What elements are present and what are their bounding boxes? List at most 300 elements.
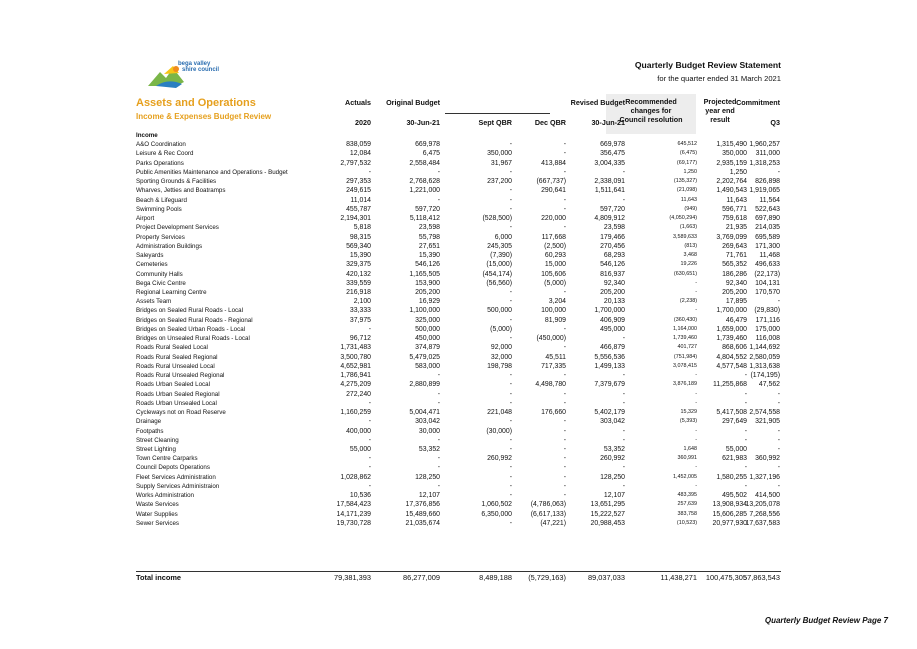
table-row-dec-qbr: - — [563, 492, 566, 500]
table-row-dec-qbr: 4,498,780 — [535, 381, 566, 389]
table-row-recommended-change: - — [695, 399, 697, 406]
table-row-actuals: 339,559 — [346, 279, 371, 287]
table-row-revised-budget: 5,402,179 — [594, 409, 625, 417]
table-row-dec-qbr: 60,293 — [544, 252, 566, 260]
table-row-projected-result: 350,000 — [722, 150, 747, 158]
table-row-label: Roads Rural Sealed Local — [136, 344, 208, 352]
table-row-sept-qbr: - — [509, 381, 512, 389]
table-row-commitment: 697,890 — [755, 215, 780, 223]
table-row-original-budget: 6,475 — [422, 150, 440, 158]
table-row-original-budget: - — [437, 390, 440, 398]
table-row-revised-budget: 20,133 — [603, 298, 625, 306]
table-row-commitment: 47,562 — [758, 381, 780, 389]
table-row-sept-qbr: 245,305 — [487, 242, 512, 250]
table-row-sept-qbr: 6,000 — [494, 233, 512, 241]
table-row-sept-qbr: 260,992 — [487, 455, 512, 463]
table-row-dec-qbr: - — [563, 436, 566, 444]
table-row-recommended-change: - — [695, 288, 697, 295]
table-row-commitment: 496,633 — [755, 261, 780, 269]
table-row-revised-budget: - — [622, 372, 625, 380]
table-row-dec-qbr: (2,500) — [544, 242, 566, 250]
table-row-recommended-change: 3,468 — [683, 252, 697, 259]
table-row — [0, 316, 917, 325]
table-row-original-budget: 669,978 — [415, 141, 440, 149]
table-row-actuals: 12,084 — [349, 150, 371, 158]
table-row-projected-result: 46,479 — [725, 316, 747, 324]
table-row-commitment: 1,919,065 — [749, 187, 780, 195]
total-row-commitment: 57,863,543 — [743, 573, 780, 582]
table-row-projected-result: 13,908,934 — [712, 501, 747, 509]
table-row-actuals: - — [368, 455, 371, 463]
table-row-revised-budget: 816,937 — [600, 270, 625, 278]
col-revised: Revised Budget — [570, 98, 625, 107]
table-row-revised-budget: 495,000 — [600, 325, 625, 333]
table-row-actuals: 455,787 — [346, 205, 371, 213]
table-row-revised-budget: - — [622, 335, 625, 343]
total-row-recommended-change: 11,438,271 — [660, 573, 697, 582]
table-row-projected-result: 621,983 — [722, 455, 747, 463]
table-row-revised-budget: 205,200 — [600, 288, 625, 296]
table-row-label: Parks Operations — [136, 159, 184, 167]
table-row-sept-qbr: - — [509, 464, 512, 472]
table-row-label: A&O Coordination — [136, 141, 186, 149]
table-row-recommended-change: - — [695, 427, 697, 434]
table-row-commitment: - — [777, 436, 780, 444]
report-subtitle: for the quarter ended 31 March 2021 — [657, 74, 781, 83]
table-row-revised-budget: 12,107 — [603, 492, 625, 500]
table-row-actuals: 2,100 — [353, 298, 371, 306]
table-row-revised-budget: 128,250 — [600, 473, 625, 481]
table-row-label: Works Administration — [136, 492, 194, 500]
table-row-projected-result: 1,700,000 — [716, 307, 747, 315]
table-row-projected-result: 1,659,000 — [716, 325, 747, 333]
table-row-dec-qbr: - — [563, 455, 566, 463]
table-row-revised-budget: 597,720 — [600, 205, 625, 213]
table-row-revised-budget: - — [622, 482, 625, 490]
table-row — [0, 482, 917, 491]
table-row-dec-qbr: - — [563, 372, 566, 380]
table-row-projected-result: - — [744, 464, 747, 472]
table-row-projected-result: - — [744, 436, 747, 444]
table-row-commitment: - — [777, 464, 780, 472]
table-row-dec-qbr: 220,000 — [541, 215, 566, 223]
table-row-sept-qbr: - — [509, 418, 512, 426]
table-row-projected-result: 868,606 — [722, 344, 747, 352]
table-row-commitment: 7,268,556 — [749, 510, 780, 518]
table-row-label: Town Centre Carparks — [136, 455, 198, 463]
table-row — [0, 390, 917, 399]
table-row-recommended-change: 257,639 — [677, 501, 697, 508]
income-heading: Income — [136, 132, 158, 139]
table-row-dec-qbr: - — [563, 150, 566, 158]
table-row-sept-qbr: (15,000) — [486, 261, 512, 269]
table-row — [0, 399, 917, 408]
table-row — [0, 353, 917, 362]
table-row-sept-qbr: - — [509, 335, 512, 343]
table-row-dec-qbr: - — [563, 399, 566, 407]
table-row-label: Fleet Services Administration — [136, 473, 216, 481]
table-row-original-budget: 1,165,505 — [409, 270, 440, 278]
table-row-projected-result: 269,643 — [722, 242, 747, 250]
table-row-dec-qbr: - — [563, 482, 566, 490]
table-row-sept-qbr: 500,000 — [487, 307, 512, 315]
table-row-label: Roads Urban Sealed Local — [136, 381, 210, 389]
table-row-actuals: 14,171,239 — [336, 510, 371, 518]
table-row — [0, 334, 917, 343]
table-row-revised-budget: 303,042 — [600, 418, 625, 426]
table-row-actuals: - — [368, 168, 371, 176]
table-row-actuals: 569,340 — [346, 242, 371, 250]
table-row-actuals: 400,000 — [346, 427, 371, 435]
table-row-dec-qbr: - — [563, 141, 566, 149]
table-row-dec-qbr: (6,617,133) — [530, 510, 566, 518]
table-row-dec-qbr: - — [563, 325, 566, 333]
table-row-label: Sewer Services — [136, 519, 179, 527]
table-row-recommended-change: (630,651) — [673, 270, 697, 277]
table-row-recommended-change: (135,327) — [673, 178, 697, 185]
table-row-projected-result: 1,490,543 — [716, 187, 747, 195]
total-top-rule — [136, 571, 781, 572]
table-row-recommended-change: - — [695, 436, 697, 443]
table-row-projected-result: - — [744, 399, 747, 407]
total-row-revised-budget: 89,037,033 — [588, 573, 625, 582]
col-projected: Projected year end result — [703, 97, 737, 124]
table-row-commitment: 1,313,638 — [749, 362, 780, 370]
income-heading-row — [0, 131, 917, 140]
table-row-label: Footpaths — [136, 427, 164, 435]
table-row-projected-result: 4,577,548 — [716, 362, 747, 370]
table-row-revised-budget: 1,499,133 — [594, 362, 625, 370]
table-row — [0, 454, 917, 463]
table-row-sept-qbr: (5,000) — [490, 325, 512, 333]
table-row-label: Street Cleaning — [136, 436, 179, 444]
table-row-label: Bridges on Sealed Rural Roads - Local — [136, 307, 243, 315]
col-original-date: 30-Jun-21 — [406, 118, 440, 127]
table-row-revised-budget: 466,879 — [600, 344, 625, 352]
table-row-commitment: 11,564 — [759, 196, 780, 204]
table-row-sept-qbr: - — [509, 168, 512, 176]
table-row-label: Bega Civic Centre — [136, 279, 186, 287]
table-row-actuals: 2,797,532 — [340, 159, 371, 167]
table-row-label: Supply Services Administraion — [136, 482, 220, 490]
table-row-projected-result: 495,502 — [722, 492, 747, 500]
table-row-original-budget: 2,558,484 — [409, 159, 440, 167]
table-row-revised-budget: 260,992 — [600, 455, 625, 463]
table-row-recommended-change: 401,727 — [677, 344, 697, 351]
total-row-projected-result: 100,475,305 — [705, 573, 747, 582]
table-row-label: Council Depots Operations — [136, 464, 210, 472]
table-row-recommended-change: (949) — [684, 205, 697, 212]
table-row — [0, 196, 917, 205]
table-row-revised-budget: 1,700,000 — [594, 307, 625, 315]
table-row-dec-qbr: - — [563, 224, 566, 232]
table-row-original-budget: 1,221,000 — [409, 187, 440, 195]
table-row-sept-qbr: 32,000 — [490, 353, 512, 361]
table-row-commitment: - — [777, 445, 780, 453]
table-row-commitment: - — [777, 399, 780, 407]
table-row-actuals: 4,275,209 — [340, 381, 371, 389]
table-row-revised-budget: - — [622, 436, 625, 444]
table-row-label: Street Lighting — [136, 445, 176, 453]
table-row-recommended-change: (751,984) — [673, 353, 697, 360]
table-row — [0, 279, 917, 288]
section-subtitle: Income & Expenses Budget Review — [136, 112, 272, 121]
table-row-commitment: 214,035 — [755, 224, 780, 232]
page-footer: Quarterly Budget Review Page 7 — [764, 616, 888, 625]
table-row-revised-budget: - — [622, 196, 625, 204]
table-row-projected-result: 55,000 — [725, 445, 747, 453]
table-row-sept-qbr: 92,000 — [490, 344, 512, 352]
table-row-sept-qbr: 221,048 — [487, 409, 512, 417]
table-row-dec-qbr: 413,884 — [541, 159, 566, 167]
table-row-original-budget: 597,720 — [415, 205, 440, 213]
table-row-original-budget: 5,479,025 — [409, 353, 440, 361]
table-row-commitment: 360,992 — [755, 455, 780, 463]
table-row-original-budget: 325,000 — [415, 316, 440, 324]
table-row-recommended-change: - — [695, 279, 697, 286]
table-row-original-budget: 27,651 — [418, 242, 440, 250]
logo-line2: shire council — [182, 67, 220, 73]
table-row — [0, 325, 917, 334]
table-row-original-budget: 153,900 — [415, 279, 440, 287]
table-row-actuals: 19,730,728 — [336, 519, 371, 527]
table-row-commitment: 2,574,558 — [749, 409, 780, 417]
table-row — [0, 427, 917, 436]
table-row-recommended-change: (813) — [684, 242, 697, 249]
table-row-projected-result: 2,202,764 — [716, 178, 747, 186]
table-row-revised-budget: 270,456 — [600, 242, 625, 250]
total-row — [0, 573, 917, 583]
table-row-label: Assets Team — [136, 298, 172, 306]
table-row-label: Roads Rural Sealed Regional — [136, 353, 218, 361]
table-row-actuals: 37,975 — [349, 316, 371, 324]
table-row-label: Roads Urban Sealed Regional — [136, 390, 220, 398]
table-row-label: Saleyards — [136, 252, 164, 260]
table-row-recommended-change: (21,098) — [676, 187, 697, 194]
table-row-original-budget: 15,390 — [418, 252, 440, 260]
col-recommended: Recommended changes for Council resolution — [619, 97, 683, 124]
table-row — [0, 491, 917, 500]
table-row-actuals: - — [368, 325, 371, 333]
table-row — [0, 177, 917, 186]
table-row-sept-qbr: - — [509, 492, 512, 500]
table-row-recommended-change: 3,876,189 — [673, 381, 697, 388]
table-row-recommended-change: - — [695, 372, 697, 379]
table-row-commitment: 11,468 — [759, 252, 780, 260]
table-row-label: Airport — [136, 215, 155, 223]
table-row-revised-budget: 7,379,679 — [594, 381, 625, 389]
table-row-original-budget: 30,000 — [418, 427, 440, 435]
table-row-label: Project Development Services — [136, 224, 219, 232]
table-row-original-budget: 2,768,628 — [409, 178, 440, 186]
table-row-sept-qbr: - — [509, 187, 512, 195]
table-row-recommended-change: 1,452,005 — [673, 473, 697, 480]
table-row-label: Cemeteries — [136, 261, 168, 269]
col-sept-qbr: Sept QBR — [478, 118, 512, 127]
table-row-dec-qbr: (4,786,063) — [530, 501, 566, 509]
table-row-original-budget: - — [437, 168, 440, 176]
income-table — [0, 131, 917, 528]
table-row — [0, 242, 917, 251]
table-row — [0, 473, 917, 482]
total-row-dec-qbr: (5,729,163) — [528, 573, 566, 582]
table-row-recommended-change: (6,475) — [679, 150, 697, 157]
table-row-original-budget: 12,107 — [418, 492, 440, 500]
table-row-actuals: 17,584,423 — [336, 501, 371, 509]
table-row-sept-qbr: (30,000) — [486, 427, 512, 435]
table-row-revised-budget: - — [622, 390, 625, 398]
table-row-commitment: 104,131 — [755, 279, 780, 287]
table-row-commitment: 414,500 — [755, 492, 780, 500]
table-row — [0, 380, 917, 389]
table-row-original-budget: 17,376,856 — [405, 501, 440, 509]
table-row-sept-qbr: 237,200 — [487, 178, 512, 186]
table-row-dec-qbr: - — [563, 390, 566, 398]
table-row-original-budget: 450,000 — [415, 335, 440, 343]
table-row-original-budget: - — [437, 372, 440, 380]
table-row-sept-qbr: - — [509, 473, 512, 481]
table-row-dec-qbr: 15,000 — [544, 261, 566, 269]
table-row-commitment: 522,643 — [755, 205, 780, 213]
table-row-projected-result: - — [744, 390, 747, 398]
table-row-projected-result: 186,286 — [722, 270, 747, 278]
table-row-label: Waste Services — [136, 501, 179, 509]
table-row-sept-qbr: - — [509, 399, 512, 407]
table-row — [0, 445, 917, 454]
table-row-label: Administration Buildings — [136, 242, 203, 250]
table-row-commitment: - — [777, 390, 780, 398]
table-row-recommended-change: - — [695, 307, 697, 314]
table-row-projected-result: 71,761 — [725, 252, 747, 260]
table-row-recommended-change: 383,758 — [677, 510, 697, 517]
table-row-revised-budget: 23,598 — [603, 224, 625, 232]
table-row-revised-budget: 53,352 — [603, 445, 625, 453]
col-revised-date: 30-Jun-21 — [591, 118, 625, 127]
table-row-dec-qbr: 105,606 — [541, 270, 566, 278]
table-row-commitment: 13,205,078 — [745, 501, 780, 509]
table-row-revised-budget: 546,126 — [600, 261, 625, 269]
table-row-original-budget: - — [437, 436, 440, 444]
table-row-revised-budget: 13,651,295 — [590, 501, 625, 509]
logo-text — [178, 61, 219, 73]
table-row-projected-result: 20,977,930 — [712, 519, 747, 527]
table-row-recommended-change: 360,991 — [677, 455, 697, 462]
table-row — [0, 159, 917, 168]
table-row-actuals: 2,194,301 — [340, 215, 371, 223]
table-row-dec-qbr: - — [563, 205, 566, 213]
table-row — [0, 233, 917, 242]
table-row-original-budget: - — [437, 464, 440, 472]
table-row-sept-qbr: - — [509, 298, 512, 306]
table-row-recommended-change: 15,329 — [680, 409, 697, 416]
table-row — [0, 408, 917, 417]
table-row-dec-qbr: 100,000 — [541, 307, 566, 315]
table-row-sept-qbr: - — [509, 390, 512, 398]
table-row-commitment: 1,327,196 — [749, 473, 780, 481]
table-row — [0, 251, 917, 260]
table-row-dec-qbr: (5,000) — [544, 279, 566, 287]
table-row-actuals: 15,390 — [349, 252, 371, 260]
table-row-commitment: 695,589 — [755, 233, 780, 241]
table-row-projected-result: 759,618 — [722, 215, 747, 223]
table-row-recommended-change: 11,643 — [680, 196, 697, 203]
table-row-actuals: 5,818 — [353, 224, 371, 232]
table-row-projected-result: 1,250 — [729, 168, 747, 176]
table-row-commitment: 2,580,059 — [749, 353, 780, 361]
table-row-original-budget: - — [437, 399, 440, 407]
total-row-sept-qbr: 8,489,188 — [479, 573, 512, 582]
table-row-recommended-change: - — [695, 482, 697, 489]
table-row-commitment: 171,300 — [755, 242, 780, 250]
table-row-original-budget: 5,004,471 — [409, 409, 440, 417]
table-row-projected-result: 15,606,285 — [712, 510, 747, 518]
income-rows — [0, 140, 917, 528]
table-row-revised-budget: 15,222,527 — [590, 510, 625, 518]
table-row-projected-result: 1,739,460 — [716, 335, 747, 343]
table-row-actuals: 329,375 — [346, 261, 371, 269]
table-row-actuals: 1,731,483 — [340, 344, 371, 352]
table-row-revised-budget: 406,909 — [600, 316, 625, 324]
table-row-revised-budget: 92,340 — [603, 279, 625, 287]
table-row-label: Cycleways not on Road Reserve — [136, 409, 226, 417]
table-row-original-budget: 23,598 — [418, 224, 440, 232]
table-row-projected-result: 11,255,868 — [713, 381, 747, 389]
table-row-recommended-change: (5,393) — [679, 418, 697, 425]
col-commitment: Commitment — [736, 98, 780, 107]
table-row-sept-qbr: - — [509, 436, 512, 444]
table-row-original-budget: 1,100,000 — [409, 307, 440, 315]
table-row-dec-qbr: - — [563, 418, 566, 426]
table-row-projected-result: 205,200 — [722, 288, 747, 296]
table-row — [0, 223, 917, 232]
total-row-original-budget: 86,277,009 — [403, 573, 440, 582]
table-row-dec-qbr: (450,000) — [536, 335, 566, 343]
table-row-revised-budget: 68,293 — [603, 252, 625, 260]
table-row-original-budget: 583,000 — [415, 362, 440, 370]
table-row-sept-qbr: 198,798 — [487, 362, 512, 370]
table-row-actuals: 98,315 — [349, 233, 371, 241]
table-row-actuals: 1,786,941 — [340, 372, 371, 380]
table-row — [0, 519, 917, 528]
table-row-recommended-change: (1,663) — [679, 224, 697, 231]
section-title: Assets and Operations — [136, 97, 256, 109]
table-row-commitment: - — [777, 168, 780, 176]
table-row-projected-result: 17,895 — [725, 298, 747, 306]
table-row-label: Community Halls — [136, 270, 183, 278]
table-row-label: Water Supplies — [136, 510, 178, 518]
table-row-dec-qbr: (47,221) — [540, 519, 566, 527]
table-row-actuals: - — [368, 418, 371, 426]
table-row — [0, 214, 917, 223]
table-row-dec-qbr: - — [563, 344, 566, 352]
table-row-revised-budget: 20,988,453 — [590, 519, 625, 527]
table-row-original-budget: - — [437, 482, 440, 490]
table-row-actuals: 11,014 — [350, 196, 371, 204]
table-row-label: Regional Learning Centre — [136, 288, 207, 296]
table-row-recommended-change: (360,430) — [673, 316, 697, 323]
col-actuals-year: 2020 — [355, 118, 371, 127]
table-row-dec-qbr: - — [563, 464, 566, 472]
table-row-original-budget: 128,250 — [415, 473, 440, 481]
table-row — [0, 270, 917, 279]
table-row-revised-budget: 179,466 — [600, 233, 625, 241]
table-row-projected-result: 11,643 — [726, 196, 747, 204]
table-row-recommended-change: 483,395 — [677, 492, 697, 499]
table-row — [0, 362, 917, 371]
table-row-original-budget: 303,042 — [415, 418, 440, 426]
table-row-recommended-change: 645,512 — [677, 141, 697, 148]
table-row-recommended-change: 1,648 — [683, 445, 697, 452]
